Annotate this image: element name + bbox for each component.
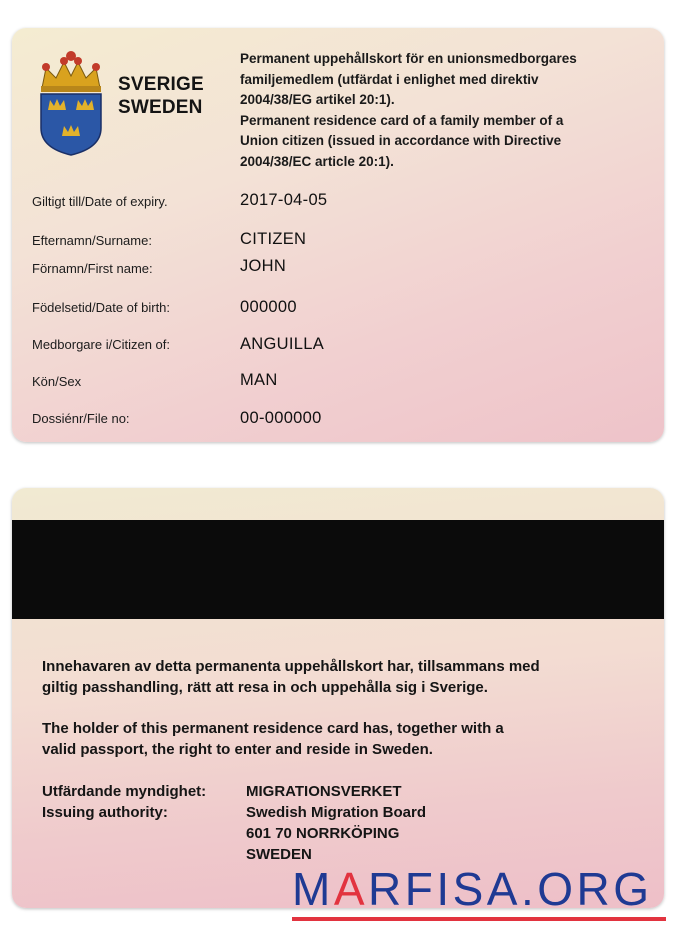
watermark-part: M <box>292 863 334 915</box>
card-front <box>12 28 664 442</box>
watermark-underline <box>292 917 666 921</box>
sex-value: MAN <box>240 371 278 389</box>
issuer-line: Swedish Migration Board <box>246 804 427 821</box>
country-name-en: SWEDEN <box>118 97 203 118</box>
holder-rights-sv <box>42 656 642 698</box>
card-title-line: Permanent uppehållskort för en unionsmedborgares <box>240 51 577 66</box>
holder-rights-sv-line: Innehavaren av detta permanenta uppehållskort har, tillsammans med <box>42 658 540 675</box>
issuer-line: MIGRATIONSVERKET <box>246 783 402 800</box>
citizenship-value: ANGUILLA <box>240 335 325 353</box>
card-title-line: 2004/38/EG artikel 20:1). <box>240 92 395 108</box>
holder-rights-en-line: valid passport, the right to enter and reside in Sweden. <box>42 741 433 758</box>
watermark-part: RFISA <box>368 863 521 915</box>
first-name-value: JOHN <box>240 257 287 275</box>
issuer-line: SWEDEN <box>246 846 312 863</box>
holder-rights-sv-line: giltig passhandling, rätt att resa in och uppehålla sig i Sverige. <box>42 679 488 696</box>
citizenship-label: Medborgare i/Citizen of: <box>32 337 171 352</box>
issuer-label <box>42 781 206 823</box>
watermark-part-accent: A <box>333 863 369 915</box>
first-name-label: Förnamn/First name: <box>32 261 153 276</box>
card-title-line: familjemedlem (utfärdat i enlighet med direktiv <box>240 71 539 87</box>
expiry-value: 2017-04-05 <box>240 191 328 209</box>
watermark <box>292 861 666 923</box>
watermark-part: .ORG <box>520 863 653 915</box>
issuer-line: 601 70 NORRKÖPING <box>246 825 400 842</box>
holder-rights-en <box>42 718 642 760</box>
card-title-line: Union citizen (issued in accordance with Directive <box>240 133 562 149</box>
expiry-label: Giltigt till/Date of expiry. <box>32 194 168 209</box>
issuer-label-en: Issuing authority: <box>42 804 168 821</box>
file-no-value: 00-000000 <box>240 409 322 427</box>
watermark-text <box>292 861 666 917</box>
surname-label: Efternamn/Surname: <box>32 233 152 248</box>
file-no-label: Dossiénr/File no: <box>32 411 130 426</box>
card-title-line: 2004/38/EC article 20:1). <box>240 153 394 169</box>
surname-value: CITIZEN <box>240 230 307 248</box>
swedish-coat-of-arms-icon <box>36 48 106 156</box>
birth-date-value: 000000 <box>240 298 297 316</box>
country-name <box>118 73 204 119</box>
card-title-line: Permanent residence card of a family member of a <box>240 112 564 128</box>
issuer-value <box>246 781 426 865</box>
card-title <box>240 49 652 173</box>
magnetic-stripe <box>12 520 664 619</box>
sex-label: Kön/Sex <box>32 374 82 389</box>
country-name-sv: SVERIGE <box>118 74 204 95</box>
card-back <box>12 488 664 908</box>
holder-rights-en-line: The holder of this permanent residence card has, together with a <box>42 720 504 737</box>
issuer-label-sv: Utfärdande myndighet: <box>42 783 207 800</box>
birth-date-label: Födelsetid/Date of birth: <box>32 300 171 315</box>
